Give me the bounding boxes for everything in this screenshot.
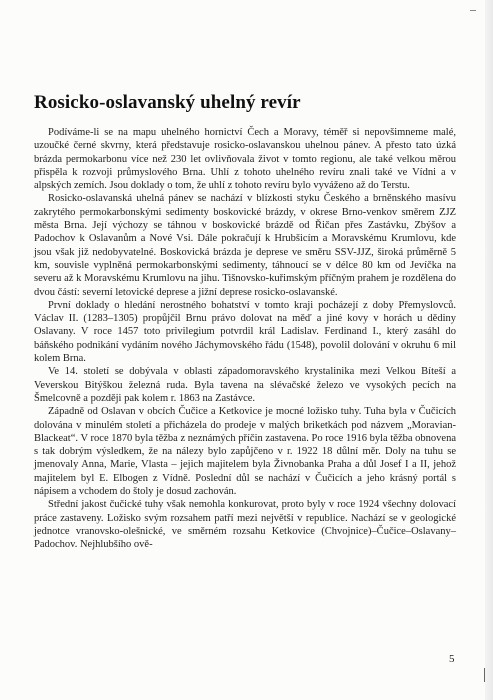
scan-mark — [484, 668, 485, 682]
article — [34, 92, 456, 552]
article-title: Rosicko-oslavanský uhelný revír — [34, 92, 301, 113]
paragraph: První doklady o hledání nerostného bohatství v tomto kraji pocházejí z doby Přemyslovců. Václav II. (1283–1305) propůjčil Brnu právo dolovat na měď a jiné kovy v horách u dědiny Oslavany. V roce 1457 toto privilegium potvrdil král Ladislav. Ferdinand I., který zasáhl do báňského podnikání vydáním nového Jáchymovského řádu (1548), povolil dolování v okruhu 6 mil kolem Brna. — [34, 299, 456, 365]
paragraph: Ve 14. století se dobývala v oblasti západomoravského krystalinika mezi Velkou Bíteší a Veverskou Bitýškou železná ruda. Byla tavena na slévačské železo ve vysokých pecích na Šmelcovně a později pak kolem r. 1863 na Zastávce. — [34, 366, 456, 404]
article-body — [34, 126, 456, 552]
paragraph: Západně od Oslavan v obcích Čučice a Ketkovice je mocné ložisko tuhy. Tuha byla v Čučicích dolována v minulém století a přicházela do prodeje v malých briketkách pod názvem „Moravian-Blackeat“. V roce 1870 byla těžba z neznámých příčin zastavena. Po roce 1916 byla těžba obnovena s tak dobrým výsledkem, že na nálezy bylo zapůjčeno v r. 1922 18 důlní měr. Doly na tuhu se jmenovaly Anna, Marie, Vlasta – jejich majitelem byla Živnobanka Praha a důl Josef I a II, jehož majitelem byl E. Elbogen z Vídně. Poslední důl se nachází v Čučicích a jeho krásný portál s nápisem a vchodem do štoly je dosud zachován. — [34, 406, 456, 498]
paragraph: Podíváme-li se na mapu uhelného hornictví Čech a Moravy, téměř si nepovšimneme malé, uzoučké černé skvrny, která představuje rosicko-oslavanskou uhelnou pánev. A přesto tato úzká brázda permokarbonu více než 230 let ovlivňovala život v tomto regionu, ale také velkou měrou přispěla k rozvoji průmyslového Brna. Uhlí z tohoto uhelného revíru znali také ve Vídni a v alpských zemích. Jsou doklady o tom, že uhlí z tohoto revíru bylo vyváženo až do Terstu. — [34, 127, 456, 192]
page-number: 5 — [449, 653, 455, 665]
page-edge-shadow — [485, 0, 493, 700]
paragraph: Střední jakost čučické tuhy však nemohla konkurovat, proto byly v roce 1924 všechny dolovací práce zastaveny. Ložisko svým rozsahem patří mezi největší v republice. Nachází se v geologické jednotce vranovsko-olešnické, ve směrném rozsahu Ketkovice (Chvojnice)–Čučice–Oslavany–Padochov. Nejhlubšího ově- — [34, 499, 456, 551]
scan-mark — [470, 10, 476, 11]
paragraph: Rosicko-oslavanská uhelná pánev se nachází v blízkosti styku Českého a brněnského masívu zakrytého permokarbonskými sedimenty boskovické brázdy, v okrese Brno-venkov směrem ZJZ města Brna. Její výchozy se táhnou v boskovické brázdě od Řičan přes Zastávku, Zbýšov a Padochov k Oslavanům a Nové Vsi. Dále pokračují k Hrubšicím a Moravskému Krumlovu, kde jsou však již nedobyvatelné. Boskovická brázda je deprese ve směru SSV-JJZ, široká průměrně 5 km, souvisle vyplněná permokarbonskými sedimenty, táhnoucí se v délce 80 km od Jevíčka na severu až k Moravskému Krumlovu na jihu. Tišnovsko-kuřimským příčným prahem je rozdělena do dvou částí: severní letovické deprese a jižní deprese rosicko-oslavanské. — [34, 193, 456, 298]
